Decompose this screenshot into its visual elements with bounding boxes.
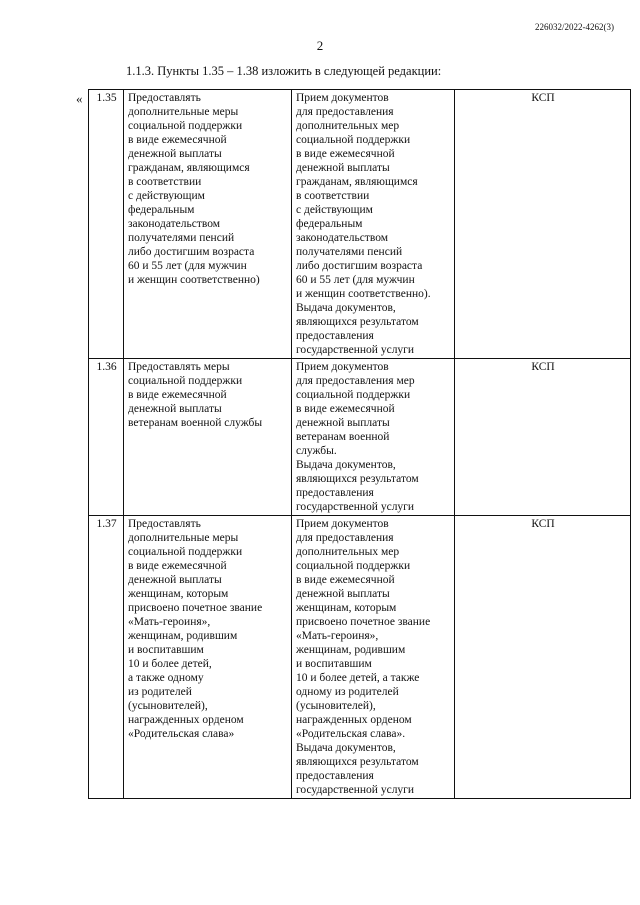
- service-action-line: государственной услуги: [296, 784, 415, 796]
- service-name-line: 60 и 55 лет (для мужчин: [128, 260, 247, 272]
- row-number-cell: 1.35: [89, 90, 124, 359]
- table-row: [89, 359, 631, 516]
- service-name-line: 10 и более детей,: [128, 658, 212, 670]
- service-name-line: федеральным: [128, 204, 195, 216]
- service-action-line: дополнительных мер: [296, 546, 400, 558]
- service-name-line: Предоставлять меры: [128, 361, 230, 373]
- service-action-line: Прием документов: [296, 518, 389, 530]
- row-number-cell: 1.37: [89, 516, 124, 799]
- service-action-line: Прием документов: [296, 92, 389, 104]
- organization-cell: КСП: [455, 90, 631, 359]
- service-action-line: в виде ежемесячной: [296, 148, 395, 160]
- service-action-line: социальной поддержки: [296, 560, 411, 572]
- service-action-line: для предоставления мер: [296, 375, 415, 387]
- service-action-line: одному из родителей: [296, 686, 399, 698]
- service-action-line: (усыновителей),: [296, 700, 376, 712]
- service-name-line: Предоставлять: [128, 92, 201, 104]
- service-action-line: Выдача документов,: [296, 302, 396, 314]
- organization-cell: КСП: [455, 359, 631, 516]
- service-action-line: в соответствии: [296, 190, 370, 202]
- table-row: [89, 90, 631, 359]
- service-name-line: присвоено почетное звание: [128, 602, 263, 614]
- service-name-line: и воспитавшим: [128, 644, 204, 656]
- service-name-line: Предоставлять: [128, 518, 201, 530]
- service-action-line: денежной выплаты: [296, 417, 390, 429]
- service-name-line: «Родительская слава»: [128, 728, 235, 740]
- opening-quote-mark: «: [76, 91, 83, 106]
- service-action-line: денежной выплаты: [296, 162, 390, 174]
- service-action-line: денежной выплаты: [296, 588, 390, 600]
- service-name-cell: [124, 516, 292, 799]
- service-action-line: социальной поддержки: [296, 389, 411, 401]
- service-name-line: «Мать-героиня»,: [128, 616, 211, 628]
- service-action-line: социальной поддержки: [296, 134, 411, 146]
- organization-cell: КСП: [455, 516, 631, 799]
- service-name-line: законодательством: [128, 218, 221, 230]
- service-action-line: и женщин соответственно).: [296, 288, 431, 300]
- service-action-line: являющихся результатом: [296, 473, 419, 485]
- service-name-line: гражданам, являющимся: [128, 162, 250, 174]
- service-name-line: получателями пенсий: [128, 232, 235, 244]
- table-row: [89, 516, 631, 799]
- service-name-line: а также одному: [128, 672, 204, 684]
- service-name-line: ветеранам военной службы: [128, 417, 263, 429]
- service-name-line: с действующим: [128, 190, 205, 202]
- document-number: 226032/2022-4262(3): [535, 22, 614, 32]
- service-action-line: с действующим: [296, 204, 373, 216]
- services-table-body: [89, 90, 631, 799]
- service-name-line: либо достигшим возраста: [128, 246, 255, 258]
- service-action-cell: [292, 90, 455, 359]
- service-name-cell: [124, 90, 292, 359]
- service-name-line: дополнительные меры: [128, 106, 239, 118]
- service-action-line: предоставления: [296, 770, 374, 782]
- service-action-line: законодательством: [296, 232, 389, 244]
- service-action-cell: [292, 359, 455, 516]
- service-action-line: либо достигшим возраста: [296, 260, 423, 272]
- service-action-line: предоставления: [296, 330, 374, 342]
- service-action-line: службы.: [296, 445, 337, 457]
- service-action-line: гражданам, являющимся: [296, 176, 418, 188]
- service-name-line: социальной поддержки: [128, 120, 243, 132]
- service-action-line: для предоставления: [296, 532, 394, 544]
- page-number: 2: [316, 38, 324, 53]
- service-action-line: предоставления: [296, 487, 374, 499]
- service-name-line: и женщин соответственно): [128, 274, 260, 286]
- service-name-line: в соответствии: [128, 176, 202, 188]
- service-action-line: для предоставления: [296, 106, 394, 118]
- service-name-line: денежной выплаты: [128, 403, 222, 415]
- service-name-line: социальной поддержки: [128, 546, 243, 558]
- service-name-line: денежной выплаты: [128, 574, 222, 586]
- service-name-line: дополнительные меры: [128, 532, 239, 544]
- service-action-line: получателями пенсий: [296, 246, 403, 258]
- service-action-line: «Мать-героиня»,: [296, 630, 379, 642]
- service-action-line: Прием документов: [296, 361, 389, 373]
- service-name-line: денежной выплаты: [128, 148, 222, 160]
- services-table: [88, 89, 631, 799]
- service-name-cell: [124, 359, 292, 516]
- intro-paragraph: 1.1.3. Пункты 1.35 – 1.38 изложить в следующей редакции:: [126, 64, 442, 78]
- service-action-line: ветеранам военной: [296, 431, 390, 443]
- service-action-line: 60 и 55 лет (для мужчин: [296, 274, 415, 286]
- service-action-line: Выдача документов,: [296, 459, 396, 471]
- service-action-line: в виде ежемесячной: [296, 574, 395, 586]
- service-action-line: женщинам, которым: [296, 602, 397, 614]
- service-name-line: в виде ежемесячной: [128, 560, 227, 572]
- row-number-cell: 1.36: [89, 359, 124, 516]
- service-action-line: государственной услуги: [296, 501, 415, 513]
- service-action-line: в виде ежемесячной: [296, 403, 395, 415]
- service-name-line: из родителей: [128, 686, 192, 698]
- service-action-line: присвоено почетное звание: [296, 616, 431, 628]
- service-action-line: Выдача документов,: [296, 742, 396, 754]
- service-name-line: награжденных орденом: [128, 714, 244, 726]
- service-action-line: государственной услуги: [296, 344, 415, 356]
- service-action-line: «Родительская слава».: [296, 728, 406, 740]
- service-action-line: являющихся результатом: [296, 316, 419, 328]
- service-name-line: социальной поддержки: [128, 375, 243, 387]
- service-name-line: (усыновителей),: [128, 700, 208, 712]
- service-action-line: женщинам, родившим: [296, 644, 406, 656]
- service-name-line: в виде ежемесячной: [128, 389, 227, 401]
- service-name-line: женщинам, родившим: [128, 630, 238, 642]
- service-name-line: в виде ежемесячной: [128, 134, 227, 146]
- service-name-line: женщинам, которым: [128, 588, 229, 600]
- service-action-line: 10 и более детей, а также: [296, 672, 420, 684]
- service-action-cell: [292, 516, 455, 799]
- service-action-line: являющихся результатом: [296, 756, 419, 768]
- service-action-line: федеральным: [296, 218, 363, 230]
- service-action-line: и воспитавшим: [296, 658, 372, 670]
- service-action-line: награжденных орденом: [296, 714, 412, 726]
- service-action-line: дополнительных мер: [296, 120, 400, 132]
